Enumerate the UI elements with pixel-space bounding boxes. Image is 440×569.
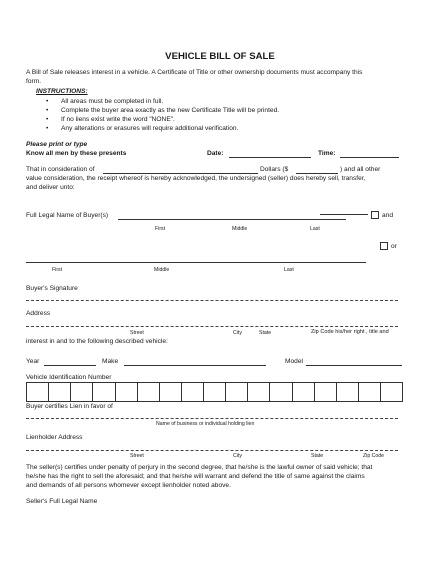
last-caption: Last: [284, 267, 294, 273]
vin-character-box[interactable]: [93, 383, 115, 401]
zip-caption-rights-text: Zip Code his/her right , title and: [311, 329, 389, 335]
date-label: Date:: [207, 150, 224, 157]
vin-character-box[interactable]: [248, 383, 270, 401]
vin-character-box[interactable]: [160, 383, 182, 401]
time-label: Time:: [318, 150, 336, 157]
vin-character-box[interactable]: [226, 383, 248, 401]
street-caption: Street: [130, 453, 144, 459]
city-caption: City: [233, 453, 242, 459]
certification-line-1: The seller(s) certifies under penalty of perjury in the second degree, that he/she is the lawful owner of said vehicle; that: [26, 464, 373, 471]
all-other-label: ) and all other: [340, 166, 381, 173]
lienholder-address-field[interactable]: [26, 450, 398, 451]
state-caption: State: [259, 330, 272, 336]
seller-name-label: Seller's Full Legal Name: [26, 498, 98, 505]
vin-character-box[interactable]: [315, 383, 337, 401]
time-field[interactable]: [340, 157, 399, 158]
instruction-item: • Any alterations or erasures will require additional verification.: [61, 125, 238, 133]
please-print-label: Please print or type: [26, 141, 88, 148]
intro-line-2: form.: [26, 78, 42, 85]
know-all-label: Know all men by these presents: [26, 150, 127, 157]
lienholder-address-label: Lienholder Address: [26, 434, 83, 441]
instruction-item: • If no liens exist write the word "NONE".: [61, 116, 175, 124]
buyer-and-checkbox[interactable]: [371, 211, 379, 219]
city-caption: City: [233, 330, 242, 336]
vin-character-box[interactable]: [204, 383, 226, 401]
middle-caption: Middle: [154, 267, 170, 273]
vin-character-box[interactable]: [27, 383, 49, 401]
buyer-name-field[interactable]: [118, 219, 346, 220]
dollars-label: Dollars ($: [260, 166, 289, 173]
intro-line-1: A Bill of Sale releases interest in a vehicle. A Certificate of Title or other ownership documents must accompany this: [26, 69, 363, 76]
date-field[interactable]: [229, 157, 311, 158]
make-field[interactable]: [124, 365, 266, 366]
vin-character-box[interactable]: [182, 383, 204, 401]
vin-grid[interactable]: [26, 382, 403, 402]
buyer-name-label: Full Legal Name of Buyer(s): [26, 212, 109, 219]
certification-line-2: he/she has the right to sell the aforesaid; and that he/she will warrant and defend the title of same against the claims: [26, 473, 365, 480]
vin-character-box[interactable]: [71, 383, 93, 401]
lien-label: Buyer certifies Lien in favor of: [26, 403, 113, 410]
buyer-signature-label: Buyer's Signature: [26, 285, 78, 292]
vin-character-box[interactable]: [359, 383, 381, 401]
vin-label: Vehicle Identification Number: [26, 374, 112, 381]
consideration-line-3: and deliver unto:: [26, 184, 75, 191]
consideration-label: That in consideration of: [26, 166, 95, 173]
second-buyer-name-field[interactable]: [26, 262, 366, 263]
and-label: and: [382, 212, 394, 219]
interest-text: interest in and to the following described vehicle:: [26, 338, 168, 345]
vin-character-box[interactable]: [138, 383, 160, 401]
model-field[interactable]: [306, 365, 402, 366]
year-field[interactable]: [44, 365, 96, 366]
make-label: Make: [102, 358, 119, 365]
instruction-item: • All areas must be completed in full.: [61, 98, 163, 106]
year-label: Year: [26, 358, 40, 365]
consideration-line-2: value consideration, the receipt whereof is hereby acknowledged, the undersigned (seller) does hereby sell, transfer,: [26, 175, 366, 182]
vin-character-box[interactable]: [49, 383, 71, 401]
vin-character-box[interactable]: [293, 383, 315, 401]
vin-character-box[interactable]: [381, 383, 402, 401]
middle-caption: Middle: [232, 226, 248, 232]
document-title: VEHICLE BILL OF SALE: [165, 51, 275, 62]
first-caption: First: [155, 226, 166, 232]
address-label: Address: [26, 310, 51, 317]
instruction-item: • Complete the buyer area exactly as the new Certificate Title will be printed.: [61, 107, 279, 115]
buyer-or-checkbox[interactable]: [380, 242, 388, 250]
lienholder-name-field[interactable]: [26, 418, 398, 419]
buyer-signature-field[interactable]: [26, 300, 398, 301]
buyer-address-field[interactable]: [26, 326, 398, 327]
first-caption: First: [52, 267, 63, 273]
vin-character-box[interactable]: [337, 383, 359, 401]
street-caption: Street: [130, 330, 144, 336]
lien-caption: Name of business or individual holding lien: [156, 421, 255, 427]
or-label: or: [391, 243, 397, 250]
consideration-amount-words-field[interactable]: [103, 173, 258, 174]
vin-character-box[interactable]: [116, 383, 138, 401]
state-caption: State: [311, 453, 324, 459]
buyer-name-last-field[interactable]: [320, 214, 368, 215]
model-label: Model: [285, 358, 303, 365]
last-caption: Last: [310, 226, 320, 232]
zip-caption: Zip Code: [363, 453, 385, 459]
certification-line-3: and demands of all persons whomever except lienholder noted above.: [26, 482, 231, 489]
instructions-heading: INSTRUCTIONS:: [36, 88, 88, 95]
consideration-amount-field[interactable]: [296, 173, 338, 174]
vin-character-box[interactable]: [270, 383, 292, 401]
